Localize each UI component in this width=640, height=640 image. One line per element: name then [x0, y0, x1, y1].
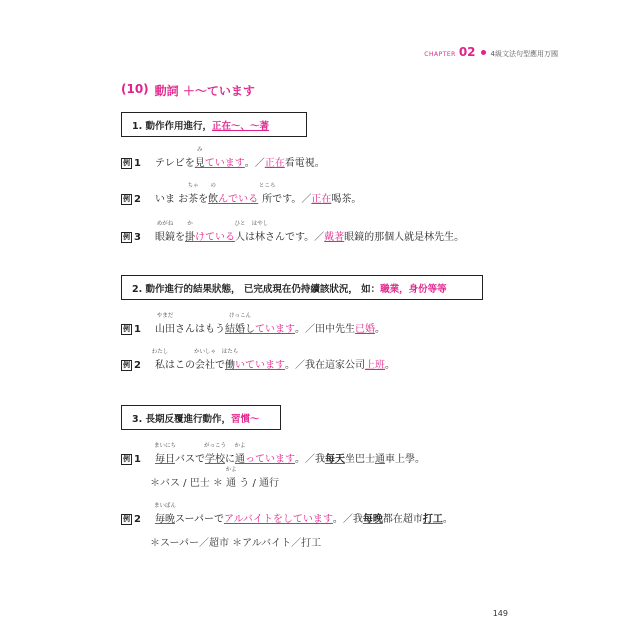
furigana: ちゃ — [187, 183, 199, 189]
example-number: 2 — [134, 514, 141, 525]
usage-box-2 — [121, 275, 483, 300]
example-tag: 例 — [123, 515, 130, 523]
example-tag: 例 — [123, 159, 130, 167]
furigana: やまだ — [156, 313, 174, 319]
example-number: 1 — [134, 324, 141, 335]
example-2 — [121, 183, 362, 205]
ruby-word — [154, 313, 175, 335]
example-6 — [121, 443, 425, 465]
example-3 — [121, 221, 465, 243]
note-text: う / 通行 — [239, 478, 280, 489]
ruby-word — [203, 443, 226, 465]
ruby-word — [251, 221, 269, 243]
example-text: はこの — [164, 360, 195, 371]
translation-highlight: 上班 — [364, 360, 385, 371]
example-text: を — [174, 232, 185, 243]
chapter-word: CHAPTER — [424, 51, 456, 58]
usage-box-2-highlight: 職業，身份等等 — [380, 283, 447, 295]
translation-text: 眼鏡的那個人就是林先生。 — [344, 232, 465, 243]
ruby-word — [153, 443, 176, 465]
vocab-note-2: ＊スーパー／超市 ＊アルバイト／打工 — [150, 538, 322, 549]
highlight-text: けている — [194, 232, 235, 243]
example-text: で — [214, 360, 225, 371]
furigana: かいしゃ — [193, 349, 216, 355]
bullet-dot-icon — [481, 50, 486, 55]
translation-text: 車上學。 — [384, 454, 425, 465]
example-tag: 例 — [123, 361, 130, 369]
translation-text: 都在超市 — [382, 514, 423, 525]
chapter-title: 4級文法句型應用万國 — [490, 50, 558, 58]
vocab-note-1 — [150, 467, 280, 489]
example-text: スーパーで — [174, 514, 224, 525]
furigana: わたし — [151, 349, 169, 355]
translation-highlight: 每晚 — [362, 514, 383, 525]
usage-box-3-highlight: 習慣〜 — [231, 413, 260, 425]
translation-highlight: 通 — [374, 454, 385, 465]
translation-highlight: 已婚 — [354, 324, 375, 335]
example-number: 3 — [134, 232, 141, 243]
ruby-base: 私 — [154, 360, 165, 371]
example-4 — [121, 313, 385, 335]
usage-box-1-highlight: 正在〜、〜著 — [212, 120, 270, 132]
example-number: 1 — [134, 454, 141, 465]
section-number: (10) — [121, 82, 149, 96]
furigana: ところ — [258, 183, 276, 189]
ruby-base: 所 — [262, 194, 273, 205]
ruby-word — [234, 221, 246, 243]
example-text: さんです。／ — [264, 232, 325, 243]
ruby-base: 通 — [234, 454, 245, 465]
usage-box-3 — [121, 405, 281, 430]
section-title — [121, 82, 255, 99]
example-tag: 例 — [123, 325, 130, 333]
ruby-base: 茶 — [188, 194, 199, 205]
translation-highlight: 正在 — [264, 158, 285, 169]
highlight-text: ています — [254, 324, 295, 335]
example-tag: 例 — [123, 233, 130, 241]
furigana: の — [210, 183, 216, 189]
example-number: 2 — [134, 360, 141, 371]
furigana: か — [187, 221, 193, 227]
translation-text: 。／我 — [294, 454, 325, 465]
ruby-word — [221, 349, 239, 371]
furigana: がっこう — [203, 443, 226, 449]
ruby-word — [208, 183, 219, 205]
furigana: けっこん — [228, 313, 251, 319]
ruby-base: 働 — [224, 360, 235, 371]
translation-highlight: 正在 — [311, 194, 332, 205]
ruby-base: 見 — [194, 158, 205, 169]
highlight-text: いています — [234, 360, 285, 371]
example-text: いま お — [154, 194, 189, 205]
translation-highlight: 打工 — [422, 514, 443, 525]
note-text: ＊バス / 巴士 ＊ — [150, 478, 223, 489]
ruby-word — [225, 467, 237, 489]
ruby-base: 山田 — [154, 324, 175, 335]
example-text: さんはもう — [174, 324, 225, 335]
ruby-word — [154, 221, 175, 243]
translation-text: 喝茶。 — [331, 194, 362, 205]
ruby-base: 毎日 — [154, 454, 175, 465]
usage-box-2-text: 2. 動作進行的結果狀態， 已完成現在仍持續該狀況， 如： — [132, 283, 381, 295]
highlight-text: っています — [244, 454, 295, 465]
usage-box-1-text: 1. 動作作用進行， — [132, 120, 213, 132]
example-1 — [121, 147, 325, 169]
translation-text: 看電視。 — [284, 158, 325, 169]
ruby-base: 会社 — [194, 360, 215, 371]
furigana: かよ — [234, 443, 246, 449]
example-text: は — [244, 232, 255, 243]
ruby-base: 眼鏡 — [154, 232, 175, 243]
translation-text: 坐巴士 — [344, 454, 375, 465]
example-5 — [121, 349, 395, 371]
furigana: めがね — [156, 221, 174, 227]
ruby-word — [151, 349, 169, 371]
furigana: まいにち — [153, 443, 176, 449]
ruby-base: 通 — [226, 478, 237, 489]
usage-box-3-text: 3. 長期反覆進行動作， — [132, 413, 232, 425]
translation-highlight: 每天 — [324, 454, 345, 465]
example-tag: 例 — [123, 455, 130, 463]
ruby-base: 学校 — [204, 454, 225, 465]
example-number: 1 — [134, 158, 141, 169]
translation-text: 。 — [384, 360, 395, 371]
ruby-word — [194, 147, 205, 169]
furigana: はやし — [251, 221, 269, 227]
furigana: かよ — [225, 467, 237, 473]
ruby-word — [193, 349, 216, 371]
furigana: ひと — [234, 221, 246, 227]
ruby-base: 林 — [254, 232, 265, 243]
ruby-word — [153, 503, 176, 525]
example-text: を — [198, 194, 209, 205]
chapter-number: 02 — [458, 45, 476, 59]
chapter-header — [424, 45, 558, 59]
ruby-base: 飲 — [208, 194, 219, 205]
highlight-text: ています — [204, 158, 245, 169]
translation-text: 。 — [374, 324, 385, 335]
furigana: はたら — [221, 349, 239, 355]
ruby-word — [224, 313, 255, 335]
highlight-text: アルバイトをしています — [223, 514, 333, 525]
example-text: 。／ — [244, 158, 265, 169]
example-text: に — [224, 454, 235, 465]
section-heading: 動詞 ＋〜ています — [154, 84, 255, 98]
example-text: バスで — [174, 454, 205, 465]
translation-text: 。／我 — [332, 514, 363, 525]
translation-text: 。 — [442, 514, 453, 525]
example-text: です。／ — [272, 194, 312, 205]
highlight-text: んでいる — [218, 194, 259, 205]
usage-box-1 — [121, 112, 307, 137]
ruby-word — [187, 183, 199, 205]
example-tag: 例 — [123, 195, 130, 203]
example-7 — [121, 503, 453, 525]
ruby-word — [234, 443, 246, 465]
ruby-base: 掛 — [184, 232, 195, 243]
translation-text: 。／我在這家公司 — [284, 360, 365, 371]
ruby-word — [258, 183, 276, 205]
furigana: まいばん — [153, 503, 176, 509]
translation-text: 。／田中先生 — [294, 324, 355, 335]
translation-highlight: 戴著 — [324, 232, 345, 243]
ruby-base: 結婚し — [224, 324, 255, 335]
example-text: テレビを — [154, 158, 195, 169]
example-number: 2 — [134, 194, 141, 205]
ruby-base: 人 — [234, 232, 245, 243]
page-number: 149 — [492, 609, 508, 618]
furigana: み — [197, 147, 203, 153]
ruby-word — [184, 221, 195, 243]
ruby-base: 毎晩 — [154, 514, 175, 525]
